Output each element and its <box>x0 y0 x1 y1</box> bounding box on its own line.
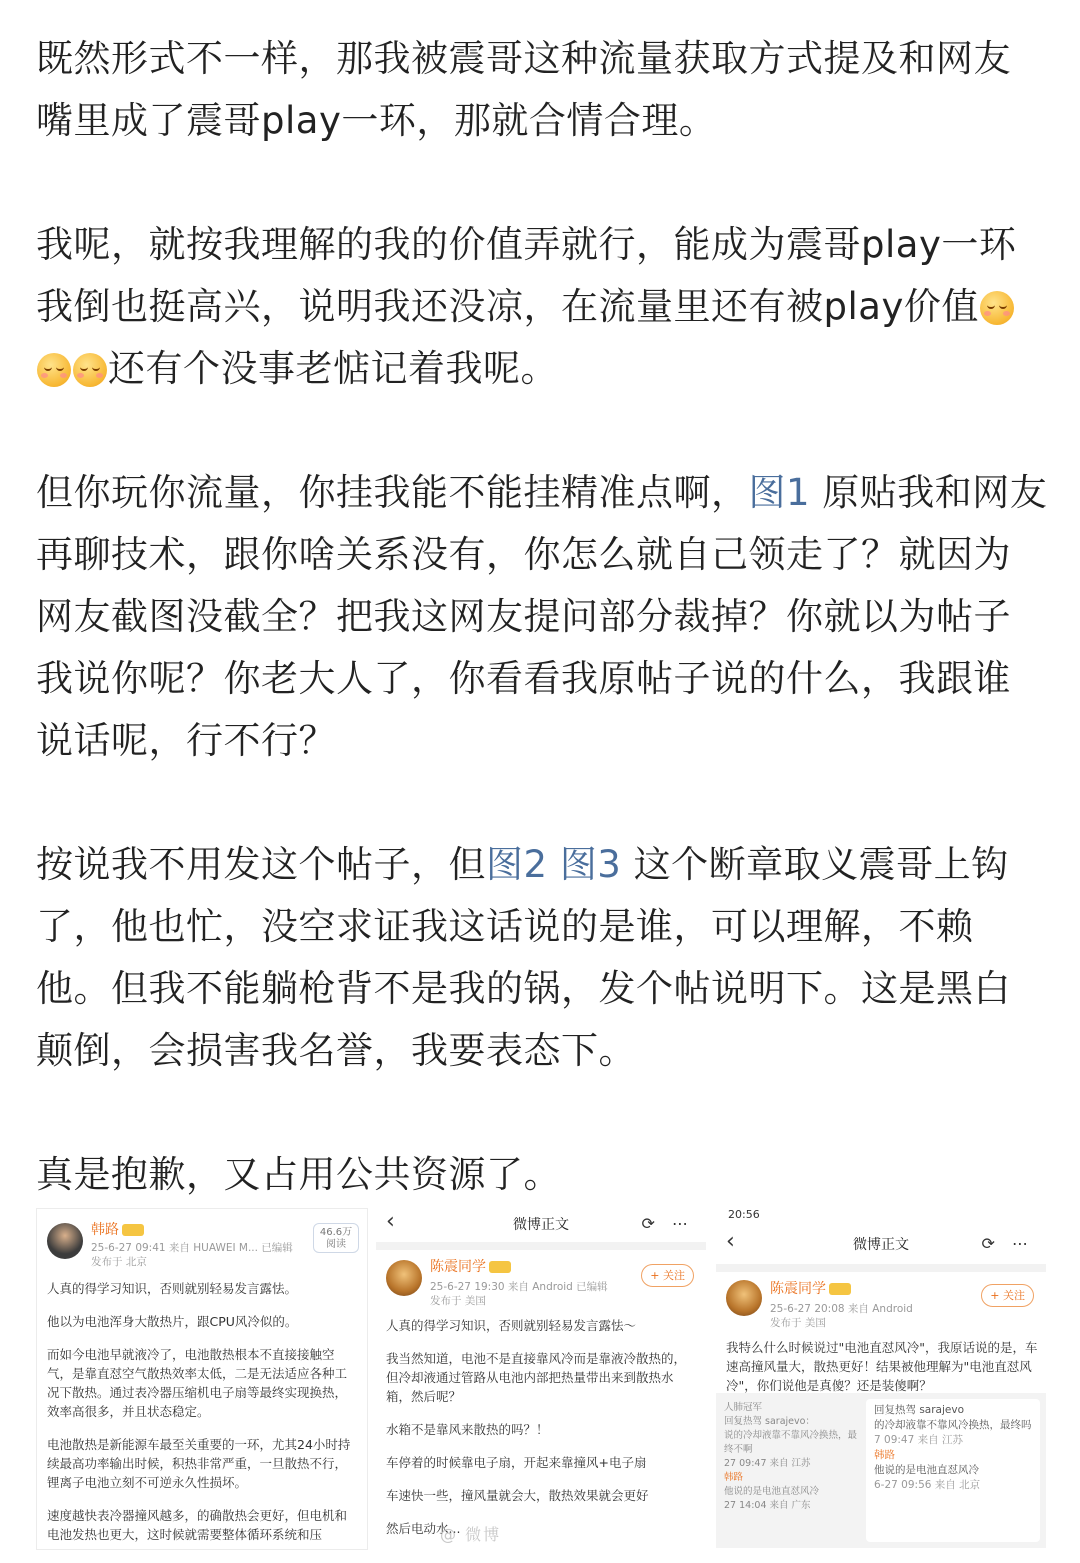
top-bar <box>716 1228 1046 1262</box>
back-icon[interactable]: ‹ <box>386 1209 395 1234</box>
paragraph-4-tail: 这个断章取义震哥上钩了，他也忙，没空求证我这话说的是谁，可以理解，不赖他。但我不能躺枪背不是我的锅，发个帖说明下。这是黑白颠倒，会损害我名誉，我要表态下。 <box>36 843 1011 1072</box>
avatar <box>47 1223 83 1259</box>
embedded-screenshot-2[interactable] <box>376 1208 706 1548</box>
post-location: 发布于 美国 <box>770 1317 826 1329</box>
comment-user: 韩路 <box>874 1449 895 1461</box>
more-icon[interactable]: ⟳ ⋯ <box>981 1234 1034 1253</box>
post-meta: 25-6-27 09:41 来自 HUAWEI M... 已编辑 <box>91 1242 293 1254</box>
post-meta: 25-6-27 19:30 来自 Android 已编辑 <box>430 1281 608 1293</box>
follow-button[interactable]: + 关注 <box>641 1264 694 1287</box>
post-line: 然后电动水... <box>386 1521 461 1536</box>
watermark: @ 微博 <box>440 1525 502 1544</box>
comment-user: 韩路 <box>724 1472 744 1483</box>
vip-badge-icon <box>489 1261 511 1273</box>
more-icon[interactable]: ⟳ ⋯ <box>641 1214 694 1233</box>
paragraph-2-tail: 还有个没事老惦记着我呢。 <box>108 347 558 390</box>
page-title: 微博正文 <box>853 1237 909 1253</box>
post-line: 速度越快表冷器撞风越多，的确散热会更好，但电机和电池发热也更大，这时候就需要整体循环系统和压 <box>47 1508 348 1542</box>
image-1-link[interactable]: 图1 <box>748 471 811 514</box>
comment-meta: 7 09:47 来自 江苏 <box>874 1434 963 1446</box>
user-name: 陈震同学 <box>430 1258 511 1277</box>
quoted-comments <box>716 1393 1046 1548</box>
post-line: 他以为电池浑身大散热片，跟CPU风冷似的。 <box>47 1314 298 1329</box>
comment-text: 他说的是电池直怼风冷 <box>874 1464 979 1476</box>
post-line: 电池散热是新能源车最至关重要的一环，尤其24小时持续最高功率输出时候，积热非常严重，一旦散热不行，锂离子电池立刻不可逆永久性损坏。 <box>47 1437 351 1490</box>
post-text <box>47 1279 359 1550</box>
follow-button[interactable]: + 关注 <box>981 1284 1034 1307</box>
post-line: 而如今电池早就液冷了，电池散热根本不直接接触空气，是靠直怼空气散热效率太低，二是无法适应各种工况下散热。通过表冷器压缩机电子扇等最终实现换热，效率高很多，并且状态稳定。 <box>47 1347 348 1419</box>
avatar <box>726 1280 762 1316</box>
read-count <box>313 1223 359 1253</box>
comment-thread-right <box>866 1399 1040 1542</box>
status-time: 20:56 <box>728 1208 760 1221</box>
paragraph-3-text: 但你玩你流量，你挂我能不能挂精准点啊， <box>36 471 749 514</box>
embedded-screenshot-1[interactable] <box>36 1208 368 1550</box>
post-text <box>386 1316 698 1548</box>
post-line: 我当然知道，电池不是直接靠风冷而是靠液冷散热的，但冷却液通过管路从电池内部把热量带出来到散热水箱，然后呢？ <box>386 1351 687 1404</box>
user-name: 陈震同学 <box>770 1280 851 1299</box>
vip-badge-icon <box>122 1224 144 1236</box>
post-location: 发布于 北京 <box>91 1256 147 1268</box>
post-body <box>36 28 1048 1206</box>
blush-emoji-icon <box>37 353 71 387</box>
paragraph-3 <box>36 462 1048 772</box>
avatar <box>386 1260 422 1296</box>
post-meta: 25-6-27 20:08 来自 Android <box>770 1303 913 1315</box>
paragraph-3-tail: 原贴我和网友再聊技术，跟你啥关系没有，你怎么就自己领走了？就因为网友截图没截全？把我这网友提问部分裁掉？你就以为帖子我说你呢？你老大人了，你看看我原帖子说的什么，我跟谁说话呢，行不行？ <box>36 471 1048 762</box>
comment-thread-left <box>724 1401 864 1513</box>
comment-text: 的冷却液靠不靠风冷换热，最终吗 <box>874 1419 1032 1431</box>
image-3-link[interactable]: 图3 <box>559 843 622 886</box>
top-bar <box>376 1208 706 1242</box>
comment-user: 人肺冠军 <box>724 1402 763 1413</box>
comment-text: 他说的是电池直怼风冷 <box>724 1486 820 1497</box>
read-count-label: 阅读 <box>326 1239 346 1250</box>
paragraph-2 <box>36 214 1048 400</box>
paragraph-5: 真是抱歉，又占用公共资源了。 <box>36 1153 561 1196</box>
post-line: 车速快一些，撞风量就会大，散热效果就会更好 <box>386 1488 649 1503</box>
comment-text: 回复热驾 sarajevo： <box>724 1416 815 1427</box>
vip-badge-icon <box>829 1283 851 1295</box>
embedded-screenshot-3[interactable] <box>716 1208 1046 1548</box>
back-icon[interactable]: ‹ <box>726 1229 735 1254</box>
image-2-link[interactable]: 图2 <box>486 843 548 886</box>
post-line: 水箱不是靠风来散热的吗？！ <box>386 1422 549 1437</box>
comment-meta: 27 09:47 来自 江苏 <box>724 1458 811 1469</box>
paragraph-4 <box>36 834 1048 1082</box>
post-line: 人真的得学习知识，否则就别轻易发言露怯～ <box>386 1318 637 1333</box>
paragraph-4-text: 按说我不用发这个帖子，但 <box>36 843 486 886</box>
blush-emoji-icon <box>980 291 1014 325</box>
comment-text: 说的冷却液靠不靠风冷换热，最终不啊 <box>724 1430 858 1455</box>
comment-meta: 27 14:04 来自 广东 <box>724 1500 811 1511</box>
post-line: 车停着的时候靠电子扇，开起来靠撞风+电子扇 <box>386 1455 647 1470</box>
post-line: 人真的得学习知识，否则就别轻易发言露怯。 <box>47 1281 298 1296</box>
comment-text: 回复热驾 sarajevo <box>874 1404 965 1416</box>
read-count-value: 46.6万 <box>319 1227 353 1238</box>
paragraph-2-text: 我呢，就按我理解的我的价值弄就行，能成为震哥play一环我倒也挺高兴，说明我还没凉，在流量里还有被play价值 <box>36 223 1017 328</box>
post-line: 我特么什么时候说过"电池直怼风冷"，我原话说的是，车速高撞风量大，散热更好！结果被他理解为"电池直怼风冷"，你们说他是真傻？还是装傻啊？ <box>726 1340 1038 1393</box>
post-location: 发布于 美国 <box>430 1295 486 1307</box>
paragraph-1: 既然形式不一样，那我被震哥这种流量获取方式提及和网友嘴里成了震哥play一环，那就合情合理。 <box>36 37 1011 142</box>
page-title: 微博正文 <box>513 1217 569 1233</box>
comment-meta: 6-27 09:56 来自 北京 <box>874 1479 981 1491</box>
blush-emoji-icon <box>73 353 107 387</box>
user-name: 韩路 <box>91 1221 144 1240</box>
